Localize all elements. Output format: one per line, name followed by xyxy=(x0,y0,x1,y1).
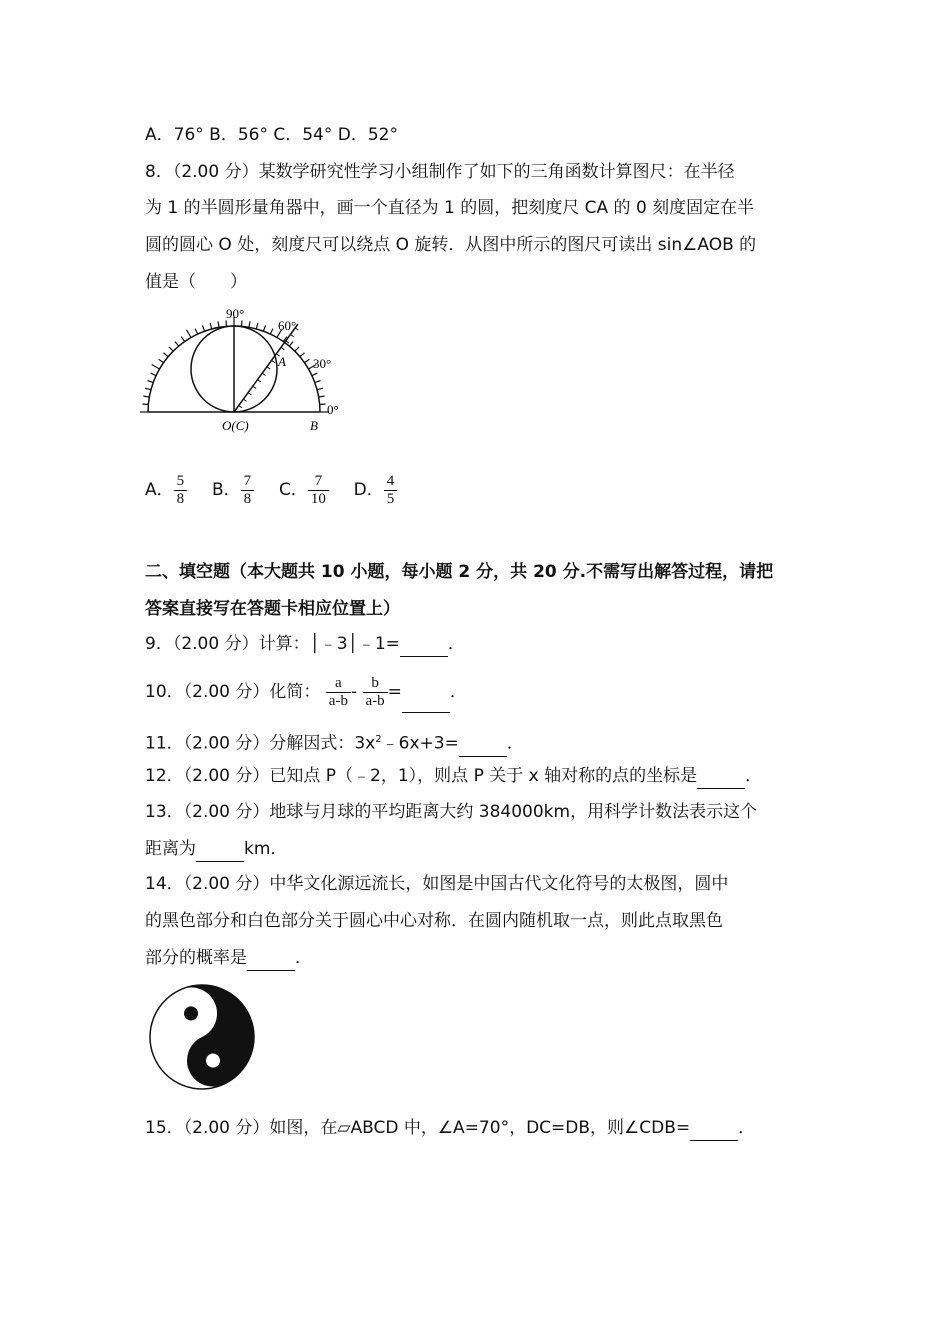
q13-line2: 距离为 km． xyxy=(145,837,287,862)
q13-line1: 13．（2.00 分）地球与月球的平均距离大约 384000km，用科学计数法表示这个 xyxy=(145,802,758,822)
q13-answer-blank xyxy=(196,837,244,862)
protractor-tick xyxy=(203,326,205,332)
q8-option-d: D． $\frac{4}{5}$ xyxy=(354,480,398,500)
ruler-tick xyxy=(272,360,275,362)
protractor-tick xyxy=(256,323,258,329)
protractor-tick xyxy=(143,396,149,397)
protractor-tick xyxy=(300,353,305,357)
q14-line2: 的黑色部分和白色部分关于圆心中心对称．在圆内随机取一点，则此点取黑色 xyxy=(145,911,723,931)
protractor-tick xyxy=(242,320,243,326)
protractor-tick xyxy=(181,337,185,342)
label-b: B xyxy=(310,418,318,433)
protractor-tick xyxy=(175,342,179,347)
label-a: A xyxy=(278,354,286,369)
protractor-tick xyxy=(295,347,299,351)
protractor-tick xyxy=(159,359,164,363)
protractor-tick xyxy=(210,323,212,329)
q8-line3: 圆的圆心 O 处，刻度尺可以绕点 O 旋转．从图中所示的图尺可读出 sin∠AOB 的 xyxy=(145,235,757,255)
label-90: 90° xyxy=(226,306,245,321)
q14-answer-blank xyxy=(247,946,295,971)
q10-answer-blank xyxy=(402,672,450,713)
section2-heading-line2: 答案直接写在答题卡相应位置上） xyxy=(145,599,400,619)
label-o-c: O(C) xyxy=(222,418,249,433)
protractor-tick xyxy=(320,404,326,405)
q10: 10．（2.00 分）化简： $\frac{a}{a-b}$ - $\frac{b}{a-b}$ = ． xyxy=(145,672,467,713)
protractor-tick xyxy=(263,326,265,332)
protractor-tick xyxy=(187,330,192,338)
ruler-tick xyxy=(243,399,246,401)
protractor-tick xyxy=(169,347,173,351)
q8-option-c: C． $\frac{7}{10}$ xyxy=(279,480,329,500)
protractor-tick xyxy=(151,373,157,376)
q8-option-b: B． $\frac{7}{8}$ xyxy=(212,480,254,500)
label-0: 0° xyxy=(327,402,339,417)
protractor-tick xyxy=(289,342,293,347)
q12: 12．（2.00 分）已知点 P（﹣2，1），则点 P 关于 x 轴对称的点的坐标是 ． xyxy=(145,764,762,789)
protractor-tick xyxy=(315,381,321,383)
q10-fraction-2: $\frac{b}{a-b}$ xyxy=(363,675,388,710)
protractor-tick xyxy=(152,365,160,370)
ruler-tick xyxy=(262,373,265,375)
q11-answer-blank xyxy=(459,732,507,757)
ruler-tick xyxy=(281,347,284,349)
ruler-tick xyxy=(253,386,256,388)
q12-answer-blank xyxy=(697,764,745,789)
q7-options: A．76° B．56° C．54° D．52° xyxy=(145,125,398,145)
q15: 15．（2.00 分）如图，在▱ABCD 中，∠A=70°，DC=DB，则∠CDB= ． xyxy=(145,1116,755,1141)
protractor-tick xyxy=(142,404,148,405)
protractor-tick xyxy=(304,359,309,363)
q8-option-a: A． $\frac{5}{8}$ xyxy=(145,480,187,500)
protractor-figure xyxy=(140,300,355,440)
q8-line1: 8．（2.00 分）某数学研究性学习小组制作了如下的三角函数计算图尺：在半径 xyxy=(145,162,735,182)
q11: 11．（2.00 分）分解因式：$3x^2﹣6x+3=$ ． xyxy=(145,728,524,757)
ruler-tick xyxy=(248,393,251,395)
q14-line3: 部分的概率是 ． xyxy=(145,946,312,971)
taiji-figure xyxy=(148,983,256,1091)
q8-line4: 值是（ ） xyxy=(145,272,247,292)
protractor-tick xyxy=(218,321,219,327)
ruler-tick xyxy=(267,367,270,369)
protractor-tick xyxy=(226,320,227,326)
protractor-tick xyxy=(249,321,250,327)
ruler-tick xyxy=(239,406,242,408)
ruler-tick xyxy=(258,380,261,382)
ruler-tick xyxy=(291,334,294,336)
q10-fraction-1: $\frac{a}{a-b}$ xyxy=(326,675,351,710)
protractor-tick xyxy=(317,388,323,390)
protractor-tick xyxy=(195,329,198,335)
q9-answer-blank xyxy=(400,632,448,657)
protractor-tick xyxy=(145,388,151,390)
q8-options xyxy=(145,470,397,510)
q14-line1: 14．（2.00 分）中华文化源远流长，如图是中国古代文化符号的太极图，圆中 xyxy=(145,874,729,894)
q15-answer-blank xyxy=(690,1116,738,1141)
protractor-tick xyxy=(312,373,318,376)
protractor-tick xyxy=(164,353,169,357)
section2-heading-line1: 二、填空题（本大题共 10 小题，每小题 2 分，共 20 分.不需写出解答过程，请把 xyxy=(145,562,774,582)
label-30: 30° xyxy=(313,356,332,371)
protractor-tick xyxy=(319,396,325,397)
protractor-tick xyxy=(148,381,154,383)
protractor-tick xyxy=(270,329,273,335)
q8-line2: 为 1 的半圆形量角器中，画一个直径为 1 的圆，把刻度尺 CA 的 0 刻度固定在半 xyxy=(145,198,755,218)
label-60: 60° xyxy=(278,318,297,333)
q9: 9．（2.00 分）计算：│﹣3│﹣1= ． xyxy=(145,632,465,657)
